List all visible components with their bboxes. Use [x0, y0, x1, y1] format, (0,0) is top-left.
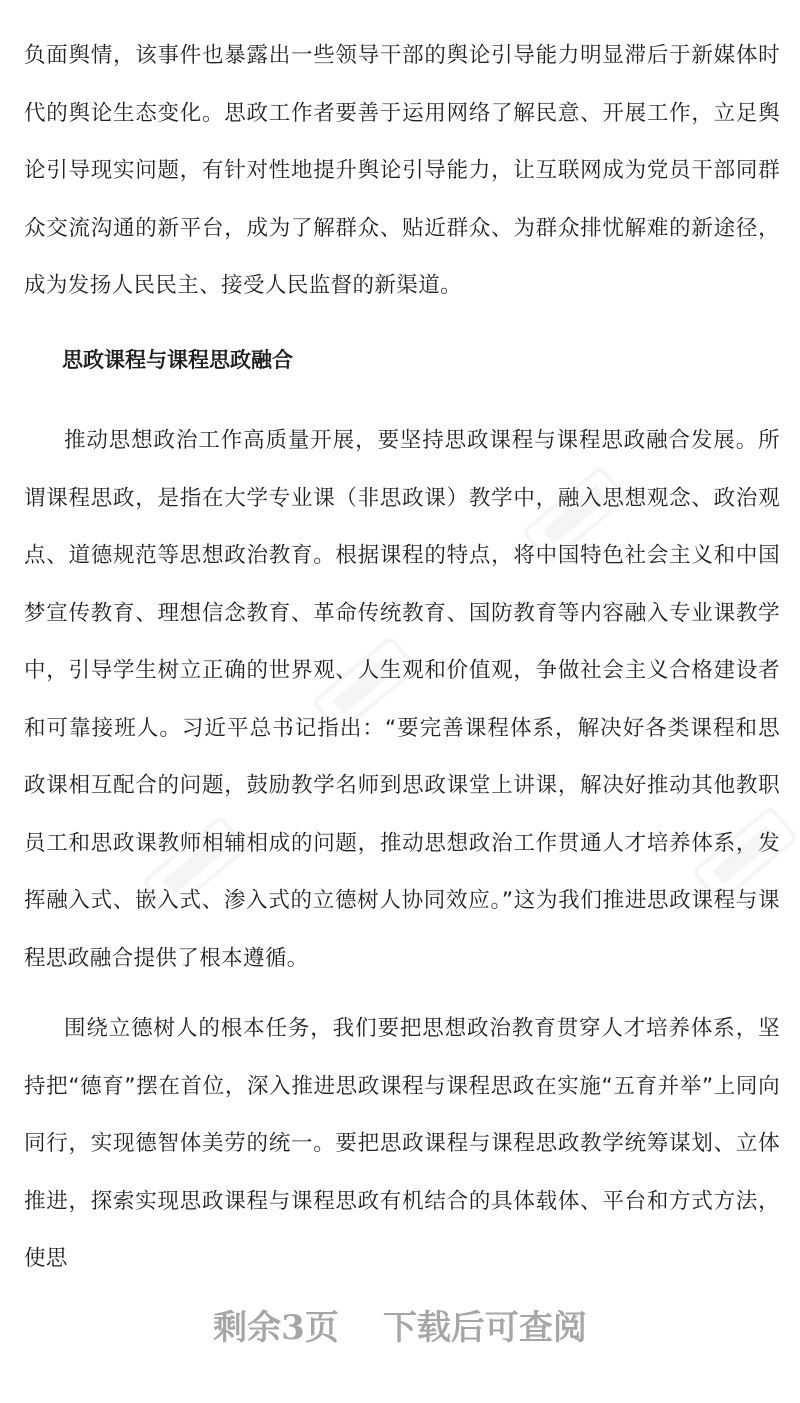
- section-heading: 思政课程与课程思政融合: [62, 348, 293, 372]
- download-to-view-label[interactable]: 下载后可查阅: [382, 1308, 587, 1348]
- paragraph-1: 负面舆情，该事件也暴露出一些领导干部的舆论引导能力明显滞后于新媒体时代的舆论生态变化。思政工作者要善于运用网络了解民意、开展工作，立足舆论引导现实问题，有针对性地提升舆论引导能力，让互联网成为党员干部同群众交流沟通的新平台，成为了解群众、贴近群众、为群众排忧解难的新途径，成为发扬人民民主、接受人民监督的新渠道。: [24, 43, 780, 298]
- paragraph-3: 围绕立德树人的根本任务，我们要把思想政治教育贯穿人才培养体系，坚持把“德育”摆在首位，深入推进思政课程与课程思政在实施“五育并举”上同向同行，实现德智体美劳的统一。要把思政课程与课程思政教学统筹谋划、立体推进，探索实现思政课程与课程思政有机结合的具体载体、平台和方式方法，使思: [24, 1016, 780, 1271]
- download-prompt[interactable]: [0, 1300, 800, 1349]
- paragraph-2: 推动思想政治工作高质量开展，要坚持思政课程与课程思政融合发展。所谓课程思政，是指在大学专业课（非思政课）教学中，融入思想观念、政治观点、道德规范等思想政治教育。根据课程的特点，将中国特色社会主义和中国梦宣传教育、理想信念教育、革命传统教育、国防教育等内容融入专业课教学中，引导学生树立正确的世界观、人生观和价值观，争做社会主义合格建设者和可靠接班人。习近平总书记指出：“要完善课程体系，解决好各类课程和思政课相互配合的问题，鼓励教学名师到思政课堂上讲课，解决好推动其他教职员工和思政课教师相辅相成的问题，推动思想政治工作贯通人才培养体系，发挥融入式、嵌入式、渗入式的立德树人协同效应。”这为我们推进思政课程与课程思政融合提供了根本遵循。: [24, 428, 780, 971]
- remaining-pages-label: 剩余3页: [213, 1308, 339, 1348]
